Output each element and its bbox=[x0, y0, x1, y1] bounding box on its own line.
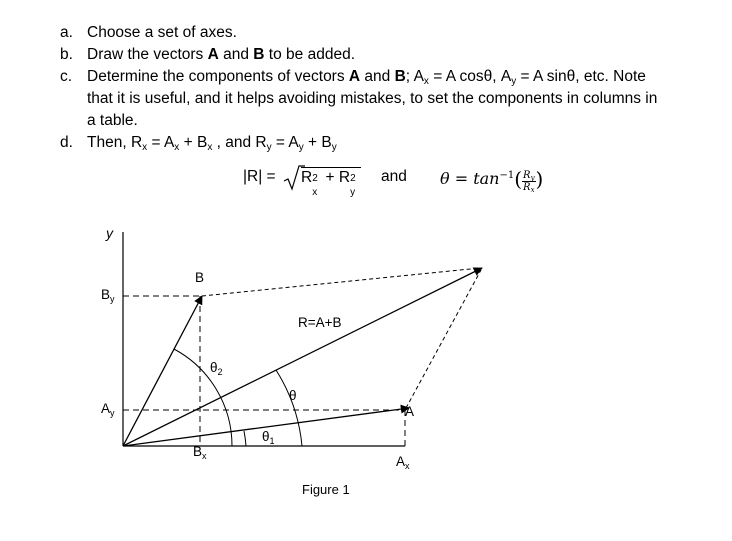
step-c-line-2: that it is useful, and it helps avoiding mistakes, to set the components in columns in bbox=[87, 90, 658, 107]
step-text: Choose a set of axes. bbox=[87, 24, 237, 41]
vector-b-bold: B bbox=[253, 46, 265, 63]
ay-label: $A_y$ bbox=[101, 401, 115, 418]
step-marker: d. bbox=[60, 134, 73, 151]
theta-formula: $\theta = \tan^{-1}$( $\frac{R_y}{R_x}$ ) bbox=[440, 167, 544, 194]
theta-arc bbox=[276, 370, 302, 446]
theta-label: θ bbox=[289, 388, 297, 403]
magnitude-lhs: |R| = bbox=[243, 168, 276, 185]
step-marker: a. bbox=[60, 24, 73, 41]
theta2-label: $\theta_2$ bbox=[210, 360, 223, 377]
b-label: B bbox=[195, 270, 205, 285]
by-label: $B_y$ bbox=[101, 287, 115, 304]
step-marker: b. bbox=[60, 46, 73, 63]
step-c-line-3: a table. bbox=[87, 112, 138, 129]
step-text: Draw the vectors A and B to be added. bbox=[87, 46, 355, 63]
figure-caption: Figure 1 bbox=[302, 482, 350, 497]
y-axis-label: y bbox=[106, 225, 113, 241]
r-label: R=A+B bbox=[298, 315, 342, 330]
step-marker: c. bbox=[60, 68, 73, 85]
theta1-label: $\theta_1$ bbox=[262, 429, 275, 446]
ax-label: $A_x$ bbox=[396, 454, 410, 471]
vector-a-bold: A bbox=[207, 46, 219, 63]
vector-r-arrow bbox=[123, 268, 482, 446]
a-shifted-dashed-line bbox=[406, 270, 481, 408]
b-shifted-dashed-line bbox=[202, 268, 480, 296]
step-text: Then, $R_x = A_x + B_x$ , and $R_y = A_y + B_y$ bbox=[87, 134, 337, 153]
a-label: A bbox=[405, 404, 415, 419]
theta1-arc bbox=[244, 431, 246, 446]
step-text: Determine the components of vectors A and B; $A_x = A$ cosθ, $A_y = A$ sinθ, etc. Note bbox=[87, 68, 646, 87]
sqrt-radicand: R 2 x + R 2 y bbox=[301, 167, 361, 187]
bx-label: $B_x$ bbox=[193, 444, 207, 461]
and-word: and bbox=[381, 168, 407, 185]
vector-b-arrow bbox=[123, 296, 202, 446]
theta2-arc bbox=[174, 349, 232, 446]
